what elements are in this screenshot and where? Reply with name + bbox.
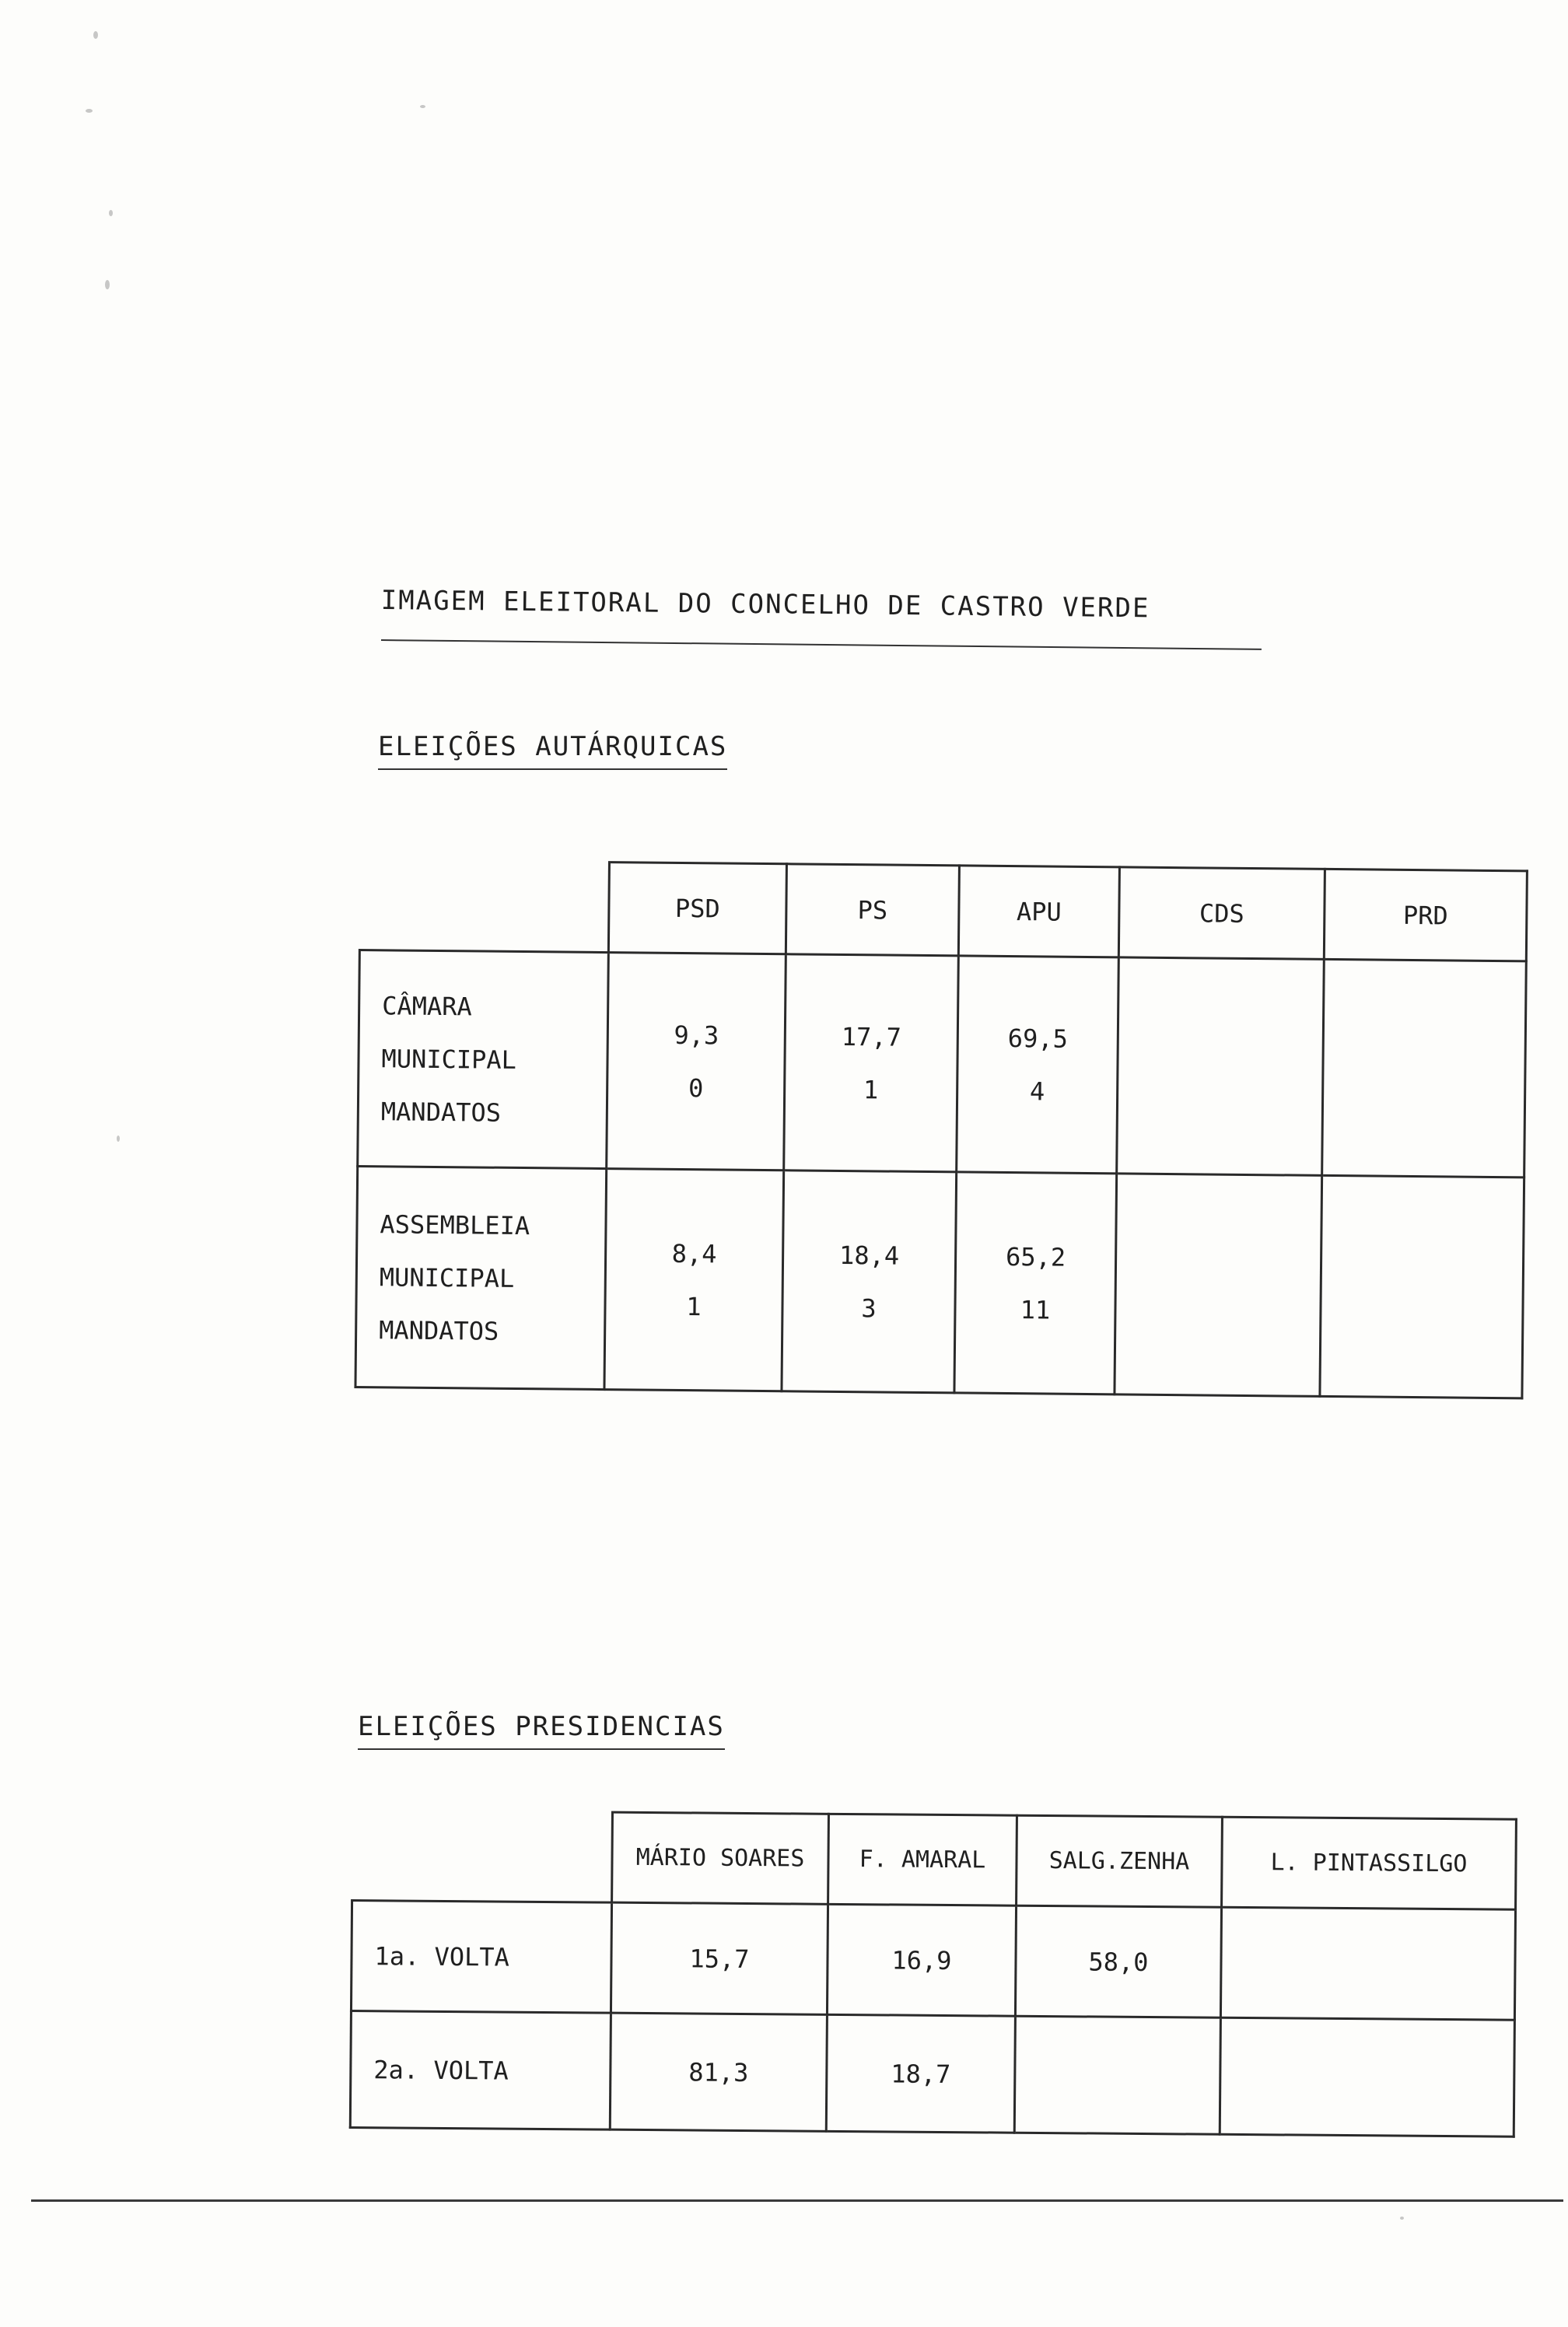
table-cell — [1117, 957, 1325, 1176]
title-underline — [381, 639, 1262, 650]
scan-speck — [1400, 2217, 1404, 2220]
column-header: L. PINTASSILGO — [1222, 1817, 1517, 1909]
column-header: PRD — [1324, 869, 1527, 961]
presidenciais-table — [349, 1809, 1517, 2138]
row-label: MANDATOS — [379, 1314, 499, 1346]
column-header: PS — [786, 864, 959, 956]
table-cell — [1320, 1175, 1524, 1398]
table-row — [350, 2011, 1514, 2137]
autarquicas-heading: ELEIÇÕES AUTÁRQUICAS — [378, 731, 727, 770]
table-row — [355, 1166, 1524, 1398]
header-corner — [359, 860, 609, 953]
mandatos-value: 11 — [1020, 1294, 1051, 1325]
table-cell — [1322, 959, 1527, 1177]
percent-value: 8,4 — [671, 1238, 717, 1268]
row-label: MUNICIPAL — [381, 1043, 517, 1075]
scan-speck — [105, 280, 110, 289]
presidenciais-heading: ELEIÇÕES PRESIDENCIAS — [358, 1711, 725, 1750]
scan-speck — [109, 210, 113, 216]
table-header-row — [352, 1811, 1517, 1910]
scan-speck — [86, 109, 93, 113]
table-cell — [954, 1172, 1117, 1394]
column-header: MÁRIO SOARES — [612, 1812, 829, 1904]
row-header — [358, 950, 609, 1169]
table-cell: 58,0 — [1015, 1905, 1221, 2017]
table-cell: 18,7 — [826, 2014, 1015, 2133]
table-row — [351, 1901, 1515, 2021]
column-header: APU — [958, 866, 1119, 957]
table-cell — [782, 1170, 957, 1393]
table-cell — [957, 956, 1119, 1174]
table-cell — [604, 1169, 784, 1391]
mandatos-value: 3 — [861, 1293, 877, 1323]
row-label: ASSEMBLEIA — [380, 1209, 530, 1240]
column-header: CDS — [1118, 867, 1325, 960]
percent-value: 17,7 — [841, 1021, 902, 1052]
percent-value: 18,4 — [838, 1240, 900, 1271]
row-label: CÂMARA — [382, 990, 472, 1021]
scan-speck — [117, 1136, 120, 1142]
percent-value: 69,5 — [1007, 1023, 1069, 1054]
autarquicas-table — [354, 859, 1528, 1399]
table-cell — [784, 954, 959, 1172]
scan-speck — [420, 105, 425, 108]
table-cell — [607, 953, 786, 1170]
table-cell: 81,3 — [610, 2013, 827, 2131]
table-cell: 16,9 — [827, 1904, 1016, 2016]
table-cell — [1220, 2017, 1514, 2136]
scan-speck — [93, 31, 98, 39]
table-cell — [1115, 1174, 1322, 1397]
mandatos-value: 1 — [686, 1291, 702, 1321]
row-label: MUNICIPAL — [379, 1261, 515, 1293]
mandatos-value: 4 — [1029, 1076, 1045, 1106]
header-corner — [352, 1811, 613, 1903]
row-header: 1a. VOLTA — [351, 1901, 611, 2014]
table-cell — [1220, 1907, 1515, 2020]
table-row — [358, 950, 1527, 1177]
table-cell — [1014, 2016, 1220, 2134]
column-header: SALG.ZENHA — [1017, 1815, 1223, 1907]
row-label: MANDATOS — [380, 1096, 502, 1128]
table-header-row — [359, 860, 1527, 961]
row-header: 2a. VOLTA — [350, 2011, 611, 2130]
document-title: IMAGEM ELEITORAL DO CONCELHO DE CASTRO VERDE — [380, 585, 1150, 625]
page-bottom-rule — [31, 2199, 1563, 2202]
column-header: PSD — [608, 863, 786, 954]
percent-value: 9,3 — [674, 1020, 719, 1050]
table-cell: 15,7 — [611, 1902, 828, 2014]
row-header — [355, 1166, 607, 1389]
mandatos-value: 0 — [688, 1073, 704, 1103]
mandatos-value: 1 — [863, 1074, 879, 1104]
column-header: F. AMARAL — [828, 1814, 1017, 1905]
percent-value: 65,2 — [1005, 1241, 1066, 1272]
